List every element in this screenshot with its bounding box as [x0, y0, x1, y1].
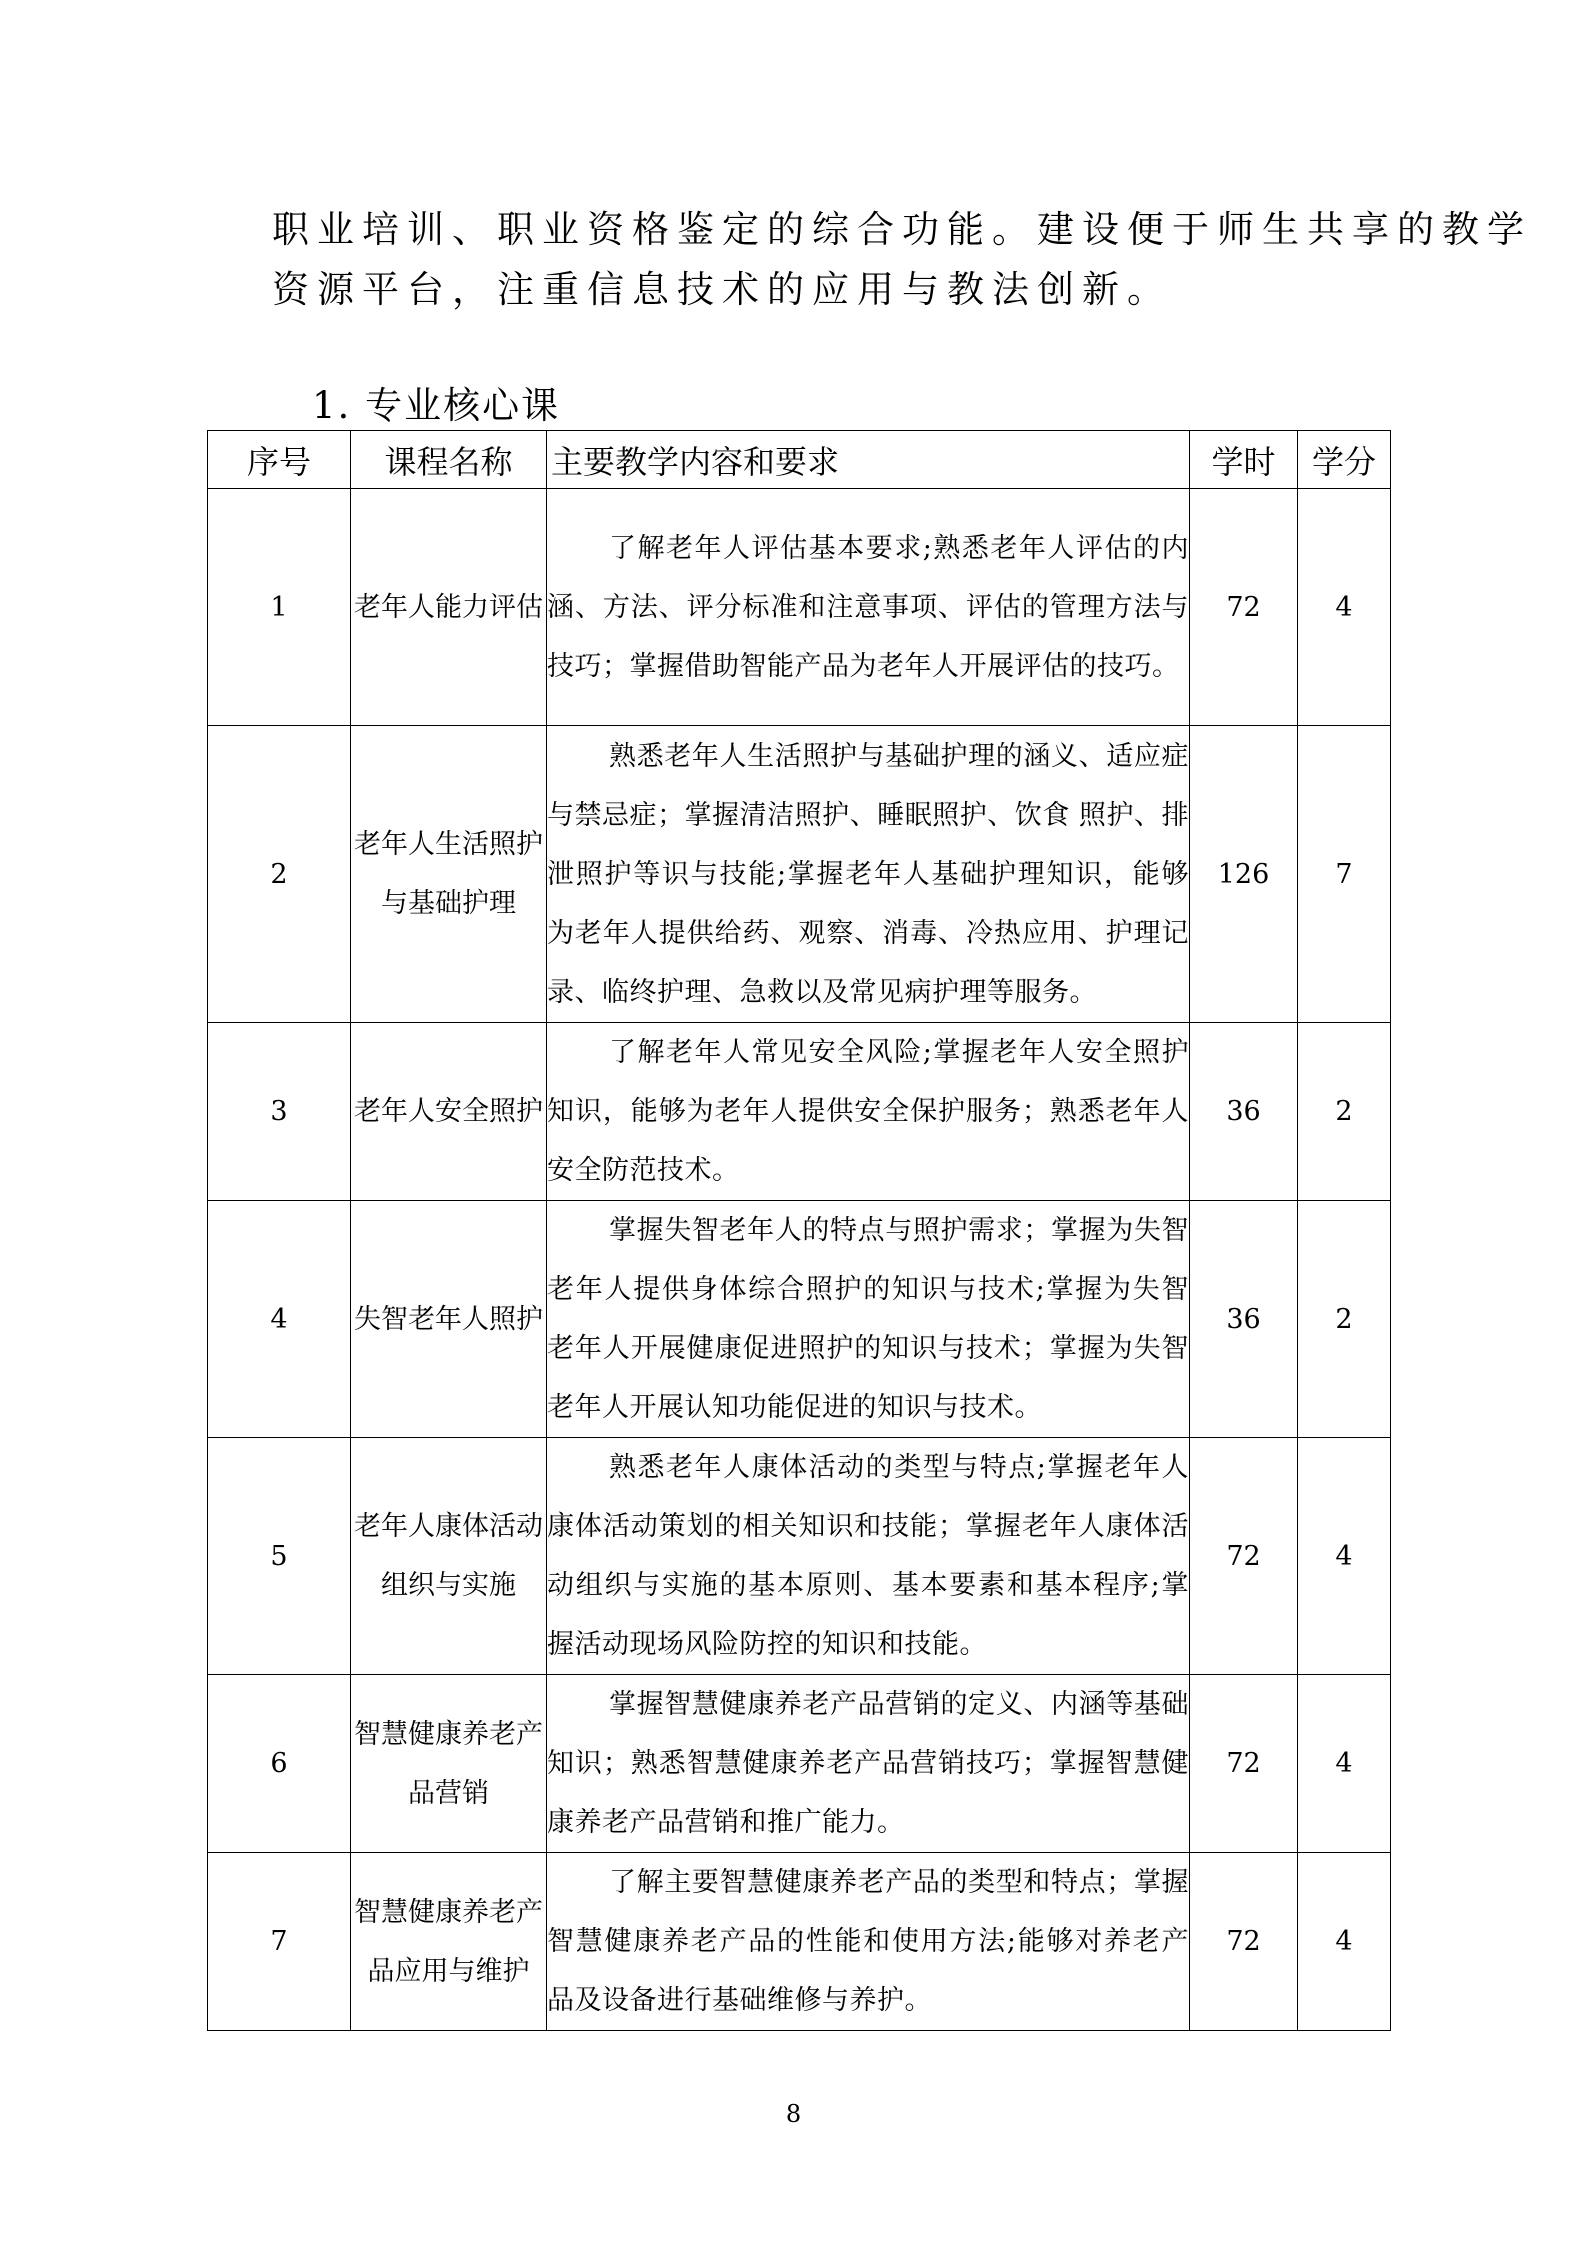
cell-hours: 126 — [1190, 726, 1298, 1023]
cell-hours: 72 — [1190, 1675, 1298, 1853]
table-row — [208, 1023, 1391, 1201]
cell-credits: 4 — [1298, 1438, 1391, 1675]
table-row — [208, 1853, 1391, 2031]
cell-content-text: 熟悉老年人生活照护与基础护理的涵义、适应症与禁忌症；掌握清洁照护、睡眠照护、饮食 照护、排泄照护等识与技能;掌握老年人基础护理知识，能够为老年人提供给药、观察、消毒、冷热应用、护理记录、临终护理、急救以及常见病护理等服务。 — [547, 740, 1189, 1008]
header-no: 序号 — [208, 431, 351, 489]
cell-no: 7 — [208, 1853, 351, 2031]
cell-credits: 4 — [1298, 1853, 1391, 2031]
header-hours: 学时 — [1190, 431, 1298, 489]
section-heading: 1. 专业核心课 — [312, 384, 561, 427]
header-course-name: 课程名称 — [351, 431, 547, 489]
header-credits: 学分 — [1298, 431, 1391, 489]
cell-no: 2 — [208, 726, 351, 1023]
cell-no: 5 — [208, 1438, 351, 1675]
cell-credits: 2 — [1298, 1023, 1391, 1201]
cell-content — [547, 1201, 1190, 1438]
cell-course-name: 老年人能力评估 — [351, 489, 547, 726]
table-row — [208, 1675, 1391, 1853]
page-number: 8 — [785, 2100, 802, 2128]
cell-course-name: 智慧健康养老产品营销 — [351, 1675, 547, 1853]
cell-credits: 4 — [1298, 489, 1391, 726]
cell-content-text: 掌握智慧健康养老产品营销的定义、内涵等基础知识；熟悉智慧健康养老产品营销技巧；掌握智慧健康养老产品营销和推广能力。 — [547, 1689, 1189, 1838]
cell-content-text: 了解老年人常见安全风险;掌握老年人安全照护知识，能够为老年人提供安全保护服务；熟悉老年人安全防范技术。 — [547, 1037, 1189, 1186]
cell-content — [547, 726, 1190, 1023]
cell-content — [547, 1853, 1190, 2031]
cell-content-text: 了解主要智慧健康养老产品的类型和特点；掌握智慧健康养老产品的性能和使用方法;能够对养老产品及设备进行基础维修与养护。 — [547, 1867, 1189, 2016]
cell-no: 4 — [208, 1201, 351, 1438]
cell-no: 1 — [208, 489, 351, 726]
cell-course-name: 失智老年人照护 — [351, 1201, 547, 1438]
cell-course-name: 老年人安全照护 — [351, 1023, 547, 1201]
cell-credits: 2 — [1298, 1201, 1391, 1438]
table-header-row — [208, 431, 1391, 489]
intro-line: 资源平台，注重信息技术的应用与教法创新。 — [272, 268, 1172, 311]
table-row — [208, 726, 1391, 1023]
cell-hours: 72 — [1190, 1853, 1298, 2031]
core-courses-table — [207, 430, 1391, 2031]
header-content: 主要教学内容和要求 — [547, 431, 1190, 489]
cell-course-name: 老年人生活照护与基础护理 — [351, 726, 547, 1023]
cell-hours: 36 — [1190, 1201, 1298, 1438]
cell-content-text: 熟悉老年人康体活动的类型与特点;掌握老年人康体活动策划的相关知识和技能；掌握老年人康体活动组织与实施的基本原则、基本要素和基本程序;掌握活动现场风险防控的知识和技能。 — [547, 1452, 1189, 1660]
cell-credits: 7 — [1298, 726, 1391, 1023]
cell-hours: 72 — [1190, 489, 1298, 726]
intro-paragraph — [272, 200, 1532, 320]
cell-credits: 4 — [1298, 1675, 1391, 1853]
table-row — [208, 1201, 1391, 1438]
cell-course-name: 老年人康体活动组织与实施 — [351, 1438, 547, 1675]
cell-content — [547, 1675, 1190, 1853]
cell-content — [547, 489, 1190, 726]
cell-content-text: 掌握失智老年人的特点与照护需求；掌握为失智老年人提供身体综合照护的知识与技术;掌握为失智老年人开展健康促进照护的知识与技术；掌握为失智老年人开展认知功能促进的知识与技术。 — [547, 1215, 1189, 1423]
table-row — [208, 489, 1391, 726]
cell-hours: 72 — [1190, 1438, 1298, 1675]
intro-line: 职业培训、职业资格鉴定的综合功能。建设便于师生共享的教学 — [272, 208, 1532, 251]
cell-content — [547, 1023, 1190, 1201]
cell-content — [547, 1438, 1190, 1675]
cell-hours: 36 — [1190, 1023, 1298, 1201]
cell-no: 6 — [208, 1675, 351, 1853]
cell-content-text: 了解老年人评估基本要求;熟悉老年人评估的内涵、方法、评分标准和注意事项、评估的管理方法与技巧；掌握借助智能产品为老年人开展评估的技巧。 — [547, 532, 1189, 682]
cell-course-name: 智慧健康养老产品应用与维护 — [351, 1853, 547, 2031]
table-row — [208, 1438, 1391, 1675]
cell-no: 3 — [208, 1023, 351, 1201]
